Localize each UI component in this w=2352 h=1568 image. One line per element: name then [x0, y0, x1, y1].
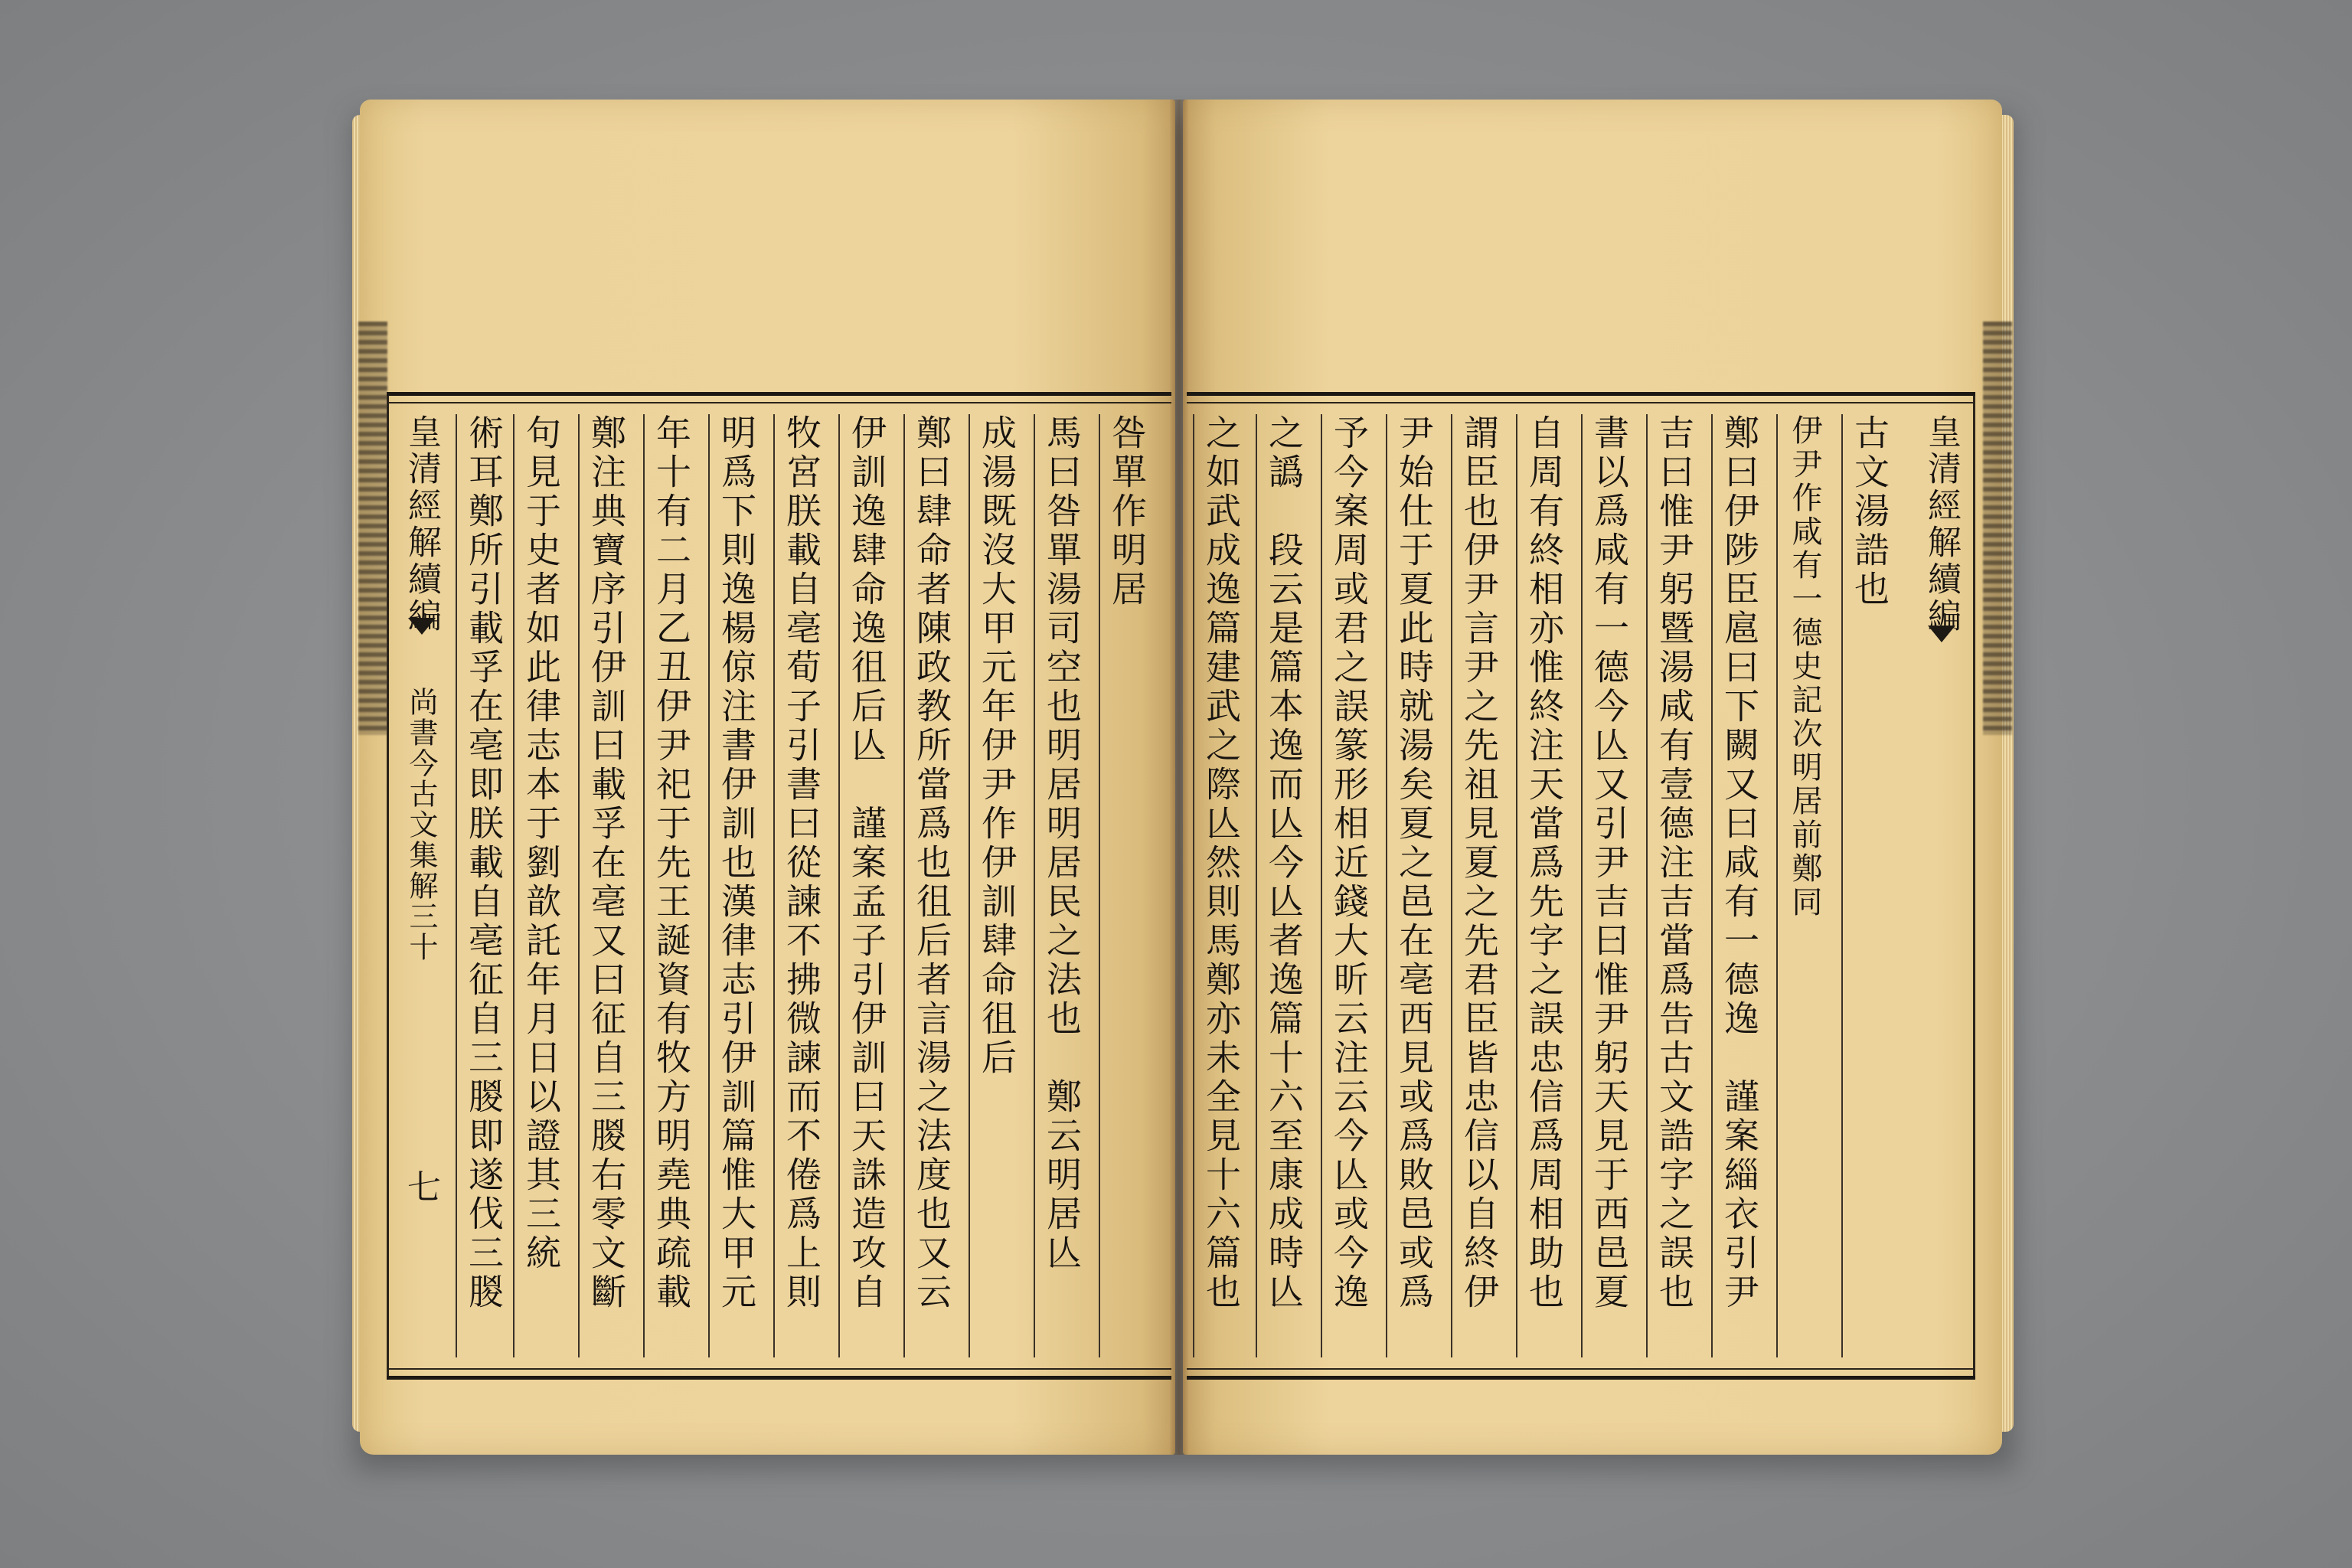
- text-column: 馬曰咎單湯司空也明居明居民之法也 鄭云明居亾: [1034, 414, 1089, 1357]
- text-column: 年十有二月乙丑伊尹祀于先王誕資有牧方明堯典疏載: [643, 414, 698, 1357]
- text-column: 伊訓逸肆命逸徂后亾 謹案孟子引伊訓曰天誅造攻自: [838, 414, 893, 1357]
- text-column: 鄭曰伊陟臣扈曰下闕又曰咸有一德逸 謹案緇衣引尹: [1711, 414, 1766, 1357]
- frame-rule: [1187, 402, 1975, 403]
- text-column: 成湯既沒大甲元年伊尹作伊訓肆命徂后: [969, 414, 1024, 1357]
- margin-section-title: 尚書今古文集解三十: [404, 687, 438, 962]
- margin-title: 皇清經解續編: [402, 414, 441, 635]
- text-column: 鄭注典寶序引伊訓曰載孚在亳又曰征自三朡右零文斷: [578, 414, 633, 1357]
- text-column: 尹始仕于夏此時就湯矣夏之邑在亳西見或爲敗邑或爲: [1386, 414, 1441, 1357]
- frame-rule: [387, 1368, 1171, 1370]
- frame-rule: [1187, 1368, 1975, 1370]
- book-gutter: [1170, 100, 1188, 1455]
- left-page-frame: [387, 392, 1171, 1380]
- text-column: 咎單作明居: [1099, 414, 1154, 1357]
- margin-title: 皇清經解續編: [1922, 414, 1961, 635]
- text-column: 牧宮朕載自亳荀子引書曰從諫不拂微諫而不倦爲上則: [773, 414, 828, 1357]
- frame-side-border: [1973, 396, 1975, 1376]
- text-column: 明爲下則逸楊倞注書伊訓也漢律志引伊訓篇惟大甲元: [708, 414, 763, 1357]
- right-margin-column: [1909, 414, 1972, 1357]
- text-column: 予今案周或君之誤篆形相近錢大昕云注云今亾或今逸: [1321, 414, 1376, 1357]
- text-column: 謂臣也伊尹言尹之先祖見夏之先君臣皆忠信以自終伊: [1451, 414, 1506, 1357]
- page-number: 七: [401, 1169, 440, 1203]
- text-column: 吉曰惟尹躬暨湯咸有壹德注吉當爲告古文誥字之誤也: [1646, 414, 1701, 1357]
- text-column: 之譌 段云是篇本逸而亾今亾者逸篇十六至康成時亾: [1256, 414, 1311, 1357]
- text-column: 鄭曰肆命者陳政教所當爲也徂后者言湯之法度也又云: [903, 414, 959, 1357]
- right-page-frame: [1187, 392, 1975, 1380]
- text-column: 伊尹作咸有一德史記次明居前鄭同: [1776, 414, 1831, 1357]
- text-column: 句見于史者如此律志本于劉歆託年月日以證其三統: [513, 414, 568, 1357]
- text-column: 之如武成逸篇建武之際亾然則馬鄭亦未全見十六篇也: [1193, 414, 1248, 1357]
- left-margin-section: [390, 687, 452, 1357]
- fish-tail-mark: [1928, 626, 1955, 642]
- text-column: 書以爲咸有一德今亾又引尹吉曰惟尹躬天見于西邑夏: [1581, 414, 1636, 1357]
- text-column: 術耳鄭所引載孚在亳即朕載自亳征自三朡即遂伐三朡: [456, 414, 511, 1357]
- frame-rule: [387, 402, 1171, 403]
- frame-side-border: [387, 396, 389, 1376]
- right-margin-ink-bleed: [1983, 322, 2012, 735]
- text-column: 自周有終相亦惟終注天當爲先字之誤忠信爲周相助也: [1516, 414, 1571, 1357]
- left-margin-ink-bleed: [358, 322, 387, 735]
- text-column: 古文湯誥也: [1841, 414, 1896, 1357]
- fish-tail-mark: [408, 618, 436, 635]
